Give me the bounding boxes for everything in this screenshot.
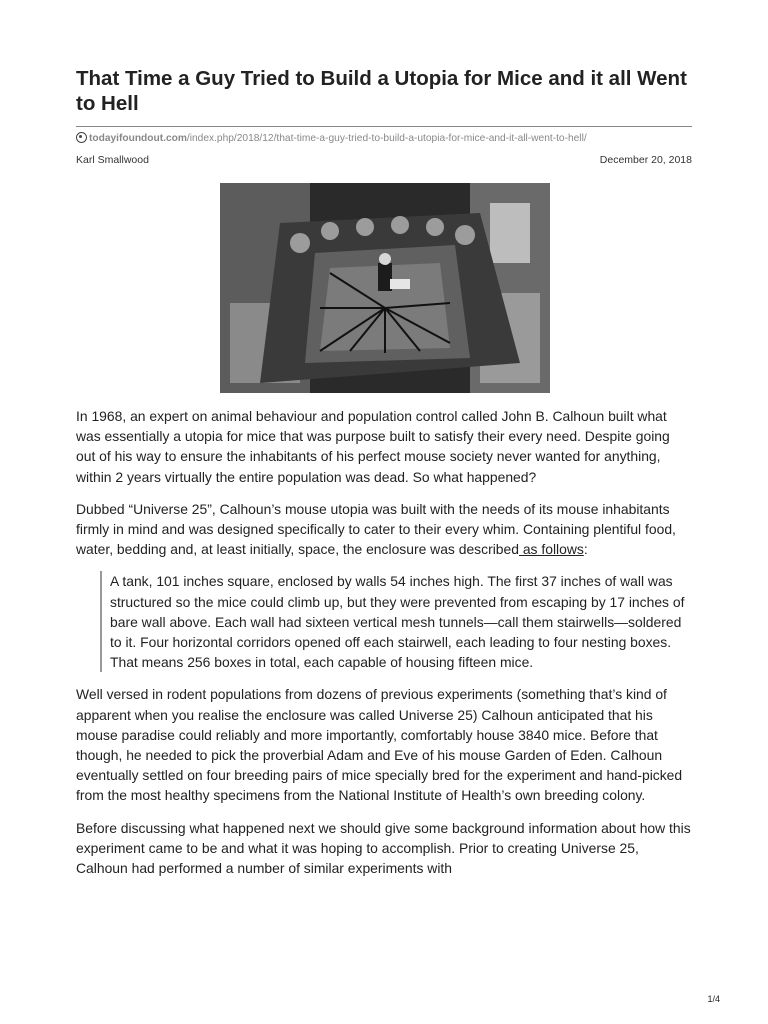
paragraph-2-text: Dubbed “Universe 25”, Calhoun’s mouse utopia was built with the needs of its mouse inhabitants firmly in mind and was designed specifically to cater to their every whim. Containing plentiful food, water, bedding and, at least initially, space, the enclosure was described — [76, 500, 676, 558]
paragraph-4: Before discussing what happened next we should give some background information about how this experiment came to be and what it was hoping to accomplish. Prior to creating Universe 25, Calhoun had performed a number of similar experiments with — [76, 819, 691, 877]
article-title: That Time a Guy Tried to Build a Utopia for Mice and it all Went to Hell — [76, 67, 687, 115]
as-follows-link[interactable]: as follows — [518, 541, 584, 558]
paragraph-3: Well versed in rodent populations from dozens of previous experiments (something that’s kind of apparent when you realise the enclosure was called Universe 25) Calhoun anticipated that his mouse paradise could reliably and more importantly, comfortably house 3840 mice. Before that though, he needed to pick the proverbial Adam and Eve of his mouse Garden of Eden. Calhoun eventually settled on four breeding pairs of mice specially bred for the experiment and hand-picked from the most healthy specimens from the National Institute of Health’s own breeding colony. — [76, 686, 683, 804]
enclosure-photo-illustration — [220, 183, 550, 393]
publish-date: December 20, 2018 — [599, 154, 692, 166]
source-url[interactable] — [76, 132, 587, 144]
article-body — [76, 406, 692, 890]
source-path[interactable]: /index.php/2018/12/that-time-a-guy-tried-to-build-a-utopia-for-mice-and-it-all-went-to-hell/ — [186, 133, 587, 144]
source-url-row — [76, 126, 692, 149]
paragraph-2-colon: : — [583, 541, 588, 558]
article-photo — [220, 183, 550, 393]
enclosure-description-quote: A tank, 101 inches square, enclosed by walls 54 inches high. The first 37 inches of wall was structured so the mice could climb up, but they were prevented from escaping by 17 inches of bare wall above. Each wall had sixteen vertical mesh tunnels—call them stairwells—soldered to it. Four horizontal corridors opened off each stairwell, each leading to four nesting boxes. That means 256 boxes in total, each capable of housing fifteen mice. — [100, 571, 692, 672]
paragraph-1: In 1968, an expert on animal behaviour and population control called John B. Calhoun built what was essentially a utopia for mice that was purpose built to satisfy their every need. Despite going out of his way to ensure the inhabitants of his perfect mouse society never wanted for anything, within 2 years virtually the entire population was dead. So what happened? — [76, 408, 670, 485]
source-host[interactable]: todayifoundout.com — [89, 133, 187, 144]
author-name: Karl Smallwood — [76, 154, 149, 166]
site-globe-icon — [76, 132, 87, 143]
paragraph-2 — [76, 499, 692, 560]
page-indicator: 1/4 — [707, 994, 720, 1004]
